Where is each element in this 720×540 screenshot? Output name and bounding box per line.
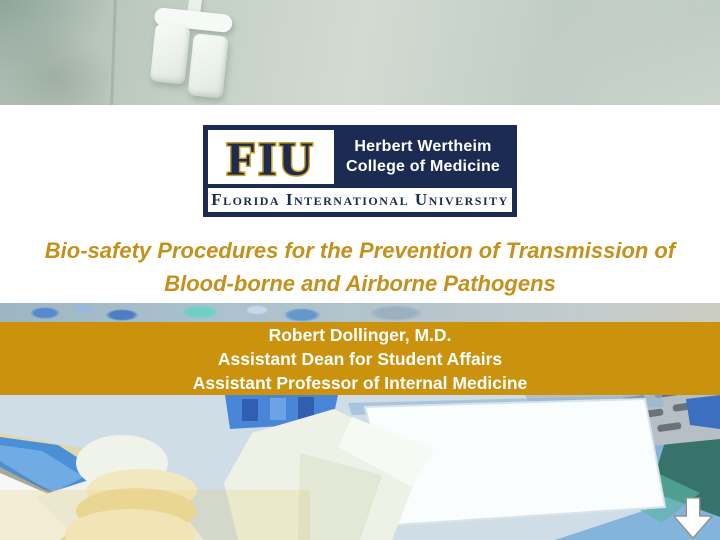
title-line-2: Blood-borne and Airborne Pathogens: [164, 271, 556, 296]
rack-slot: [270, 398, 286, 420]
title-line-1: Bio-safety Procedures for the Prevention of Transmission of: [44, 238, 676, 263]
next-slide-button[interactable]: [671, 496, 715, 540]
content-band: [0, 105, 720, 303]
slide-title: [0, 234, 720, 300]
background-photo-strip: [0, 303, 720, 322]
fiu-monogram-text: FIU: [226, 133, 316, 182]
tube-rack-right: [686, 395, 720, 429]
down-arrow-icon: [671, 496, 715, 540]
fiu-monogram-svg: [215, 132, 327, 182]
presenter-role-1: Assistant Dean for Student Affairs: [217, 349, 503, 369]
college-line-2: College of Medicine: [345, 158, 501, 175]
warm-overlay: [0, 490, 310, 540]
switch-rocker-left: [150, 23, 191, 84]
light-switch: [147, 5, 236, 99]
rack-slot: [242, 399, 258, 421]
lab-scene: [0, 395, 720, 540]
fiu-logo-top-row: [208, 130, 512, 188]
background-photo-bottom: [0, 395, 720, 540]
fiu-college-name: [334, 130, 512, 184]
presenter-name: Robert Dollinger, M.D.: [268, 325, 452, 345]
fiu-university-name: Florida International University: [208, 188, 512, 212]
presenter-role-2: Assistant Professor of Internal Medicine: [192, 373, 528, 393]
college-line-1: Herbert Wertheim: [354, 138, 492, 155]
background-photo-top: [0, 0, 720, 105]
switch-rocker-right: [187, 33, 228, 98]
presenter-banner: [0, 322, 720, 395]
fiu-monogram: [208, 130, 334, 184]
fiu-logo: [203, 125, 517, 217]
